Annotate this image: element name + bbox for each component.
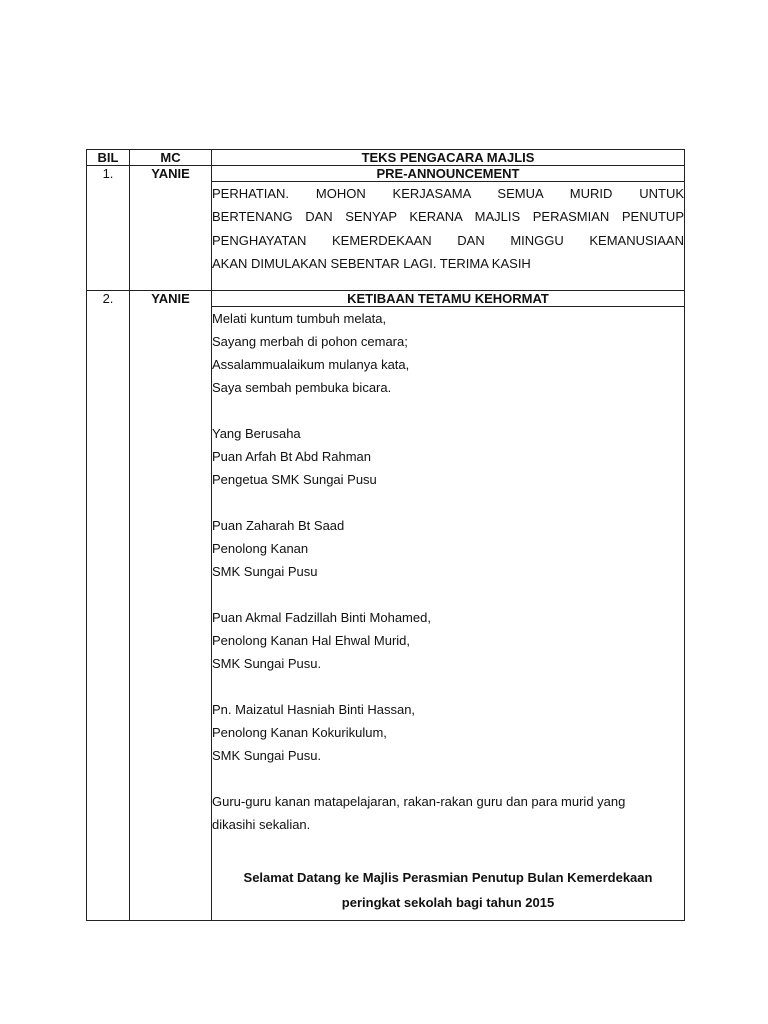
greeting-line: Guru-guru kanan matapelajaran, rakan-rakan guru dan para murid yang: [212, 794, 626, 809]
guest-line: Pn. Maizatul Hasniah Binti Hassan,: [212, 702, 416, 717]
pantun-line: Sayang merbah di pohon cemara;: [212, 334, 408, 349]
pantun-line: Assalammualaikum mulanya kata,: [212, 357, 410, 372]
guest-block: [212, 422, 684, 491]
guest-line: Penolong Kanan Kokurikulum,: [212, 725, 387, 740]
pantun-line: Saya sembah pembuka bicara.: [212, 380, 392, 395]
pantun: [212, 307, 684, 399]
guest-line: Penolong Kanan: [212, 541, 309, 556]
section-title: PRE-ANNOUNCEMENT: [212, 166, 685, 182]
guest-block: [212, 514, 684, 583]
section-title: KETIBAAN TETAMU KEHORMAT: [212, 291, 685, 307]
guest-line: Puan Zaharah Bt Saad: [212, 518, 345, 533]
row-number: 1.: [87, 166, 130, 291]
table-header-row: [87, 150, 685, 166]
others-greeting: [212, 790, 684, 836]
guest-line: Penolong Kanan Hal Ehwal Murid,: [212, 633, 411, 648]
closing-line: Selamat Datang ke Majlis Perasmian Penutup Bulan Kemerdekaan: [243, 870, 653, 885]
greeting-line: dikasihi sekalian.: [212, 817, 311, 832]
guest-line: Puan Akmal Fadzillah Binti Mohamed,: [212, 610, 431, 625]
row-mc-name: YANIE: [130, 291, 212, 921]
guest-line: SMK Sungai Pusu.: [212, 656, 322, 671]
text-line: BERTENANG DAN SENYAP KERANA MAJLIS PERASMIAN PENUTUP: [212, 209, 684, 225]
guest-line: Puan Arfah Bt Abd Rahman: [212, 449, 371, 464]
text-line: PERHATIAN. MOHON KERJASAMA SEMUA MURID UNTUK: [212, 186, 684, 201]
closing-line: peringkat sekolah bagi tahun 2015: [341, 895, 555, 910]
guest-block: [212, 698, 684, 767]
table-row: [87, 291, 685, 307]
guest-line: SMK Sungai Pusu.: [212, 748, 322, 763]
header-mc: MC: [130, 150, 212, 166]
announcement-text: [212, 182, 685, 291]
text-line: AKAN DIMULAKAN SEBENTAR LAGI. TERIMA KASIH: [212, 256, 531, 272]
guest-arrival-text: [212, 307, 685, 921]
table-row: [87, 166, 685, 182]
row-number: 2.: [87, 291, 130, 921]
header-bil: BIL: [87, 150, 130, 166]
guest-line: SMK Sungai Pusu: [212, 564, 318, 579]
guest-line: Pengetua SMK Sungai Pusu: [212, 472, 377, 487]
row-mc-name: YANIE: [130, 166, 212, 291]
text-line: PENGHAYATAN KEMERDEKAAN DAN MINGGU KEMANUSIAAN: [212, 232, 684, 248]
header-teks: TEKS PENGACARA MAJLIS: [212, 150, 685, 166]
welcome-closing: [212, 865, 684, 915]
guest-line: Yang Berusaha: [212, 426, 301, 441]
guest-block: [212, 606, 684, 675]
mc-script-table: [86, 149, 685, 921]
pantun-line: Melati kuntum tumbuh melata,: [212, 311, 387, 326]
